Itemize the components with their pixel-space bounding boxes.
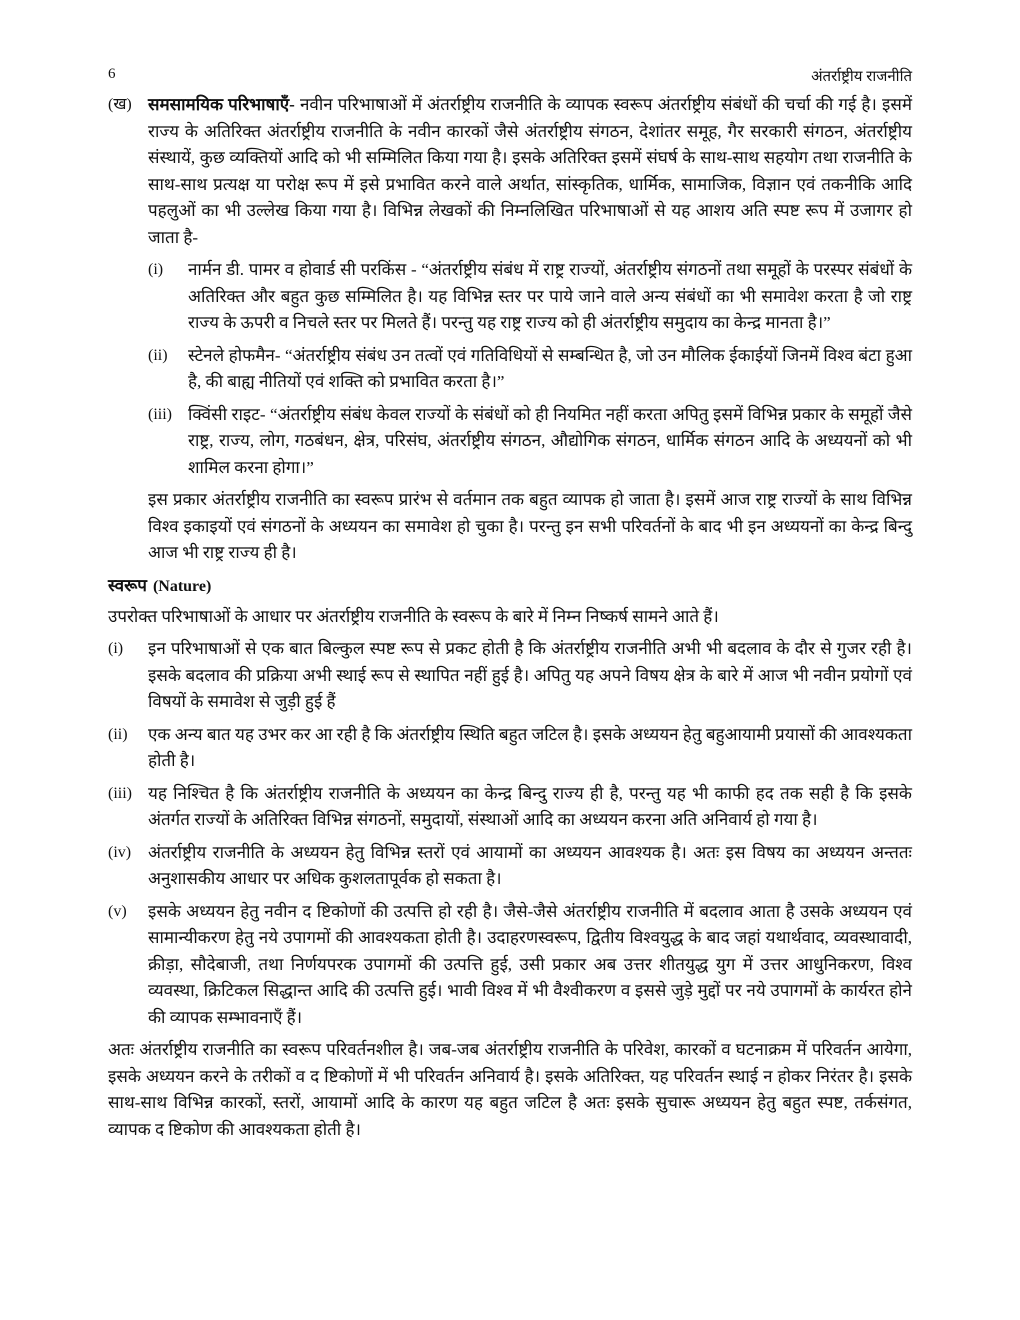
list-number: (ii)	[108, 725, 128, 743]
list-text: नार्मन डी. पामर व होवार्ड सी परकिंस - “अंतर्राष्ट्रीय संबंध में राष्ट्र राज्यों, अंतर्राष्ट्रीय संगठनों तथा समूहों के परस्पर संबंधों के अतिरिक्त और बहुत कुछ सम्मिलित है। यह विभिन्न स्तर पर पाये जाने वाले अन्य संबंधों का भी समावेश करता है जो राष्ट्र राज्य के ऊपरी व निचले स्तर पर मिलते हैं। परन्तु यह राष्ट्र राज्य को ही अंतर्राष्ट्रीय समुदाय का केन्द्र मानता है।”	[188, 260, 912, 332]
list-number: (ii)	[148, 346, 168, 364]
running-title: अंतर्राष्ट्रीय राजनीति	[811, 69, 912, 85]
section-text: नवीन परिभाषाओं में अंतर्राष्ट्रीय राजनीति के व्यापक स्वरूप अंतर्राष्ट्रीय संबंधों की चर्चा की गई है। इसमें राज्य के अतिरिक्त अंतर्राष्ट्रीय राजनीति के नवीन कारकों जैसे अंतर्राष्ट्रीय संगठन, देशांतर समूह, गैर सरकारी संगठन, अंतर्राष्ट्रीय संस्थायें, कुछ व्यक्तियों आदि को भी सम्मिलित किया गया है। इसके अतिरिक्त इसमें संघर्ष के साथ-साथ सहयोग तथा राजनीति के साथ-साथ प्रत्यक्ष या परोक्ष रूप में इसे प्रभावित करने वाले अर्थात, सांस्कृतिक, धार्मिक, सामाजिक, विज्ञान एवं तकनीकि आदि पहलुओं का भी उल्लेख किया गया है। विभिन्न लेखकों की निम्नलिखित परिभाषाओं से यह आशय अति स्पष्ट रूप में उजागर हो जाता है-	[148, 95, 912, 247]
list-item	[148, 402, 912, 482]
nature-conclusion: अतः अंतर्राष्ट्रीय राजनीति का स्वरूप परिवर्तनशील है। जब-जब अंतर्राष्ट्रीय राजनीति के परिवेश, कारकों व घटनाक्रम में परिवर्तन आयेगा, इसके अध्ययन करने के तरीकों व द ष्टिकोणों में भी परिवर्तन अनिवार्य है। इसके अतिरिक्त, यह परिवर्तन स्थाई न होकर निरंतर है। इसके साथ-साथ विभिन्न कारकों, स्तरों, आयामों आदि के कारण यह बहुत जटिल है अतः इसके सुचारू अध्ययन हेतु बहुत स्पष्ट, तर्कसंगत, व्यापक द ष्टिकोण की आवश्यकता होती है।	[108, 1040, 912, 1139]
list-item	[108, 722, 912, 775]
list-number: (i)	[148, 261, 164, 278]
list-number: (v)	[108, 902, 127, 920]
list-item	[108, 840, 912, 893]
list-number: (iii)	[148, 405, 172, 423]
list-text: अंतर्राष्ट्रीय राजनीति के अध्ययन हेतु विभिन्न स्तरों एवं आयामों का अध्ययन आवश्यक है। अतः इस विषय का अध्ययन अन्ततः अनुशासकीय आधार पर अधिक कुशलतापूर्वक हो सकता है।	[148, 842, 912, 888]
section-title: समसामयिक परिभाषाएँ-	[148, 95, 295, 114]
nature-heading-hindi: स्वरूप	[108, 575, 147, 595]
list-item	[108, 636, 912, 716]
document-page	[108, 66, 912, 1149]
list-item	[148, 343, 912, 396]
list-text: एक अन्य बात यह उभर कर आ रही है कि अंतर्राष्ट्रीय स्थिति बहुत जटिल है। इसके अध्ययन हेतु बहुआयामी प्रयासों की आवश्यकता होती है।	[148, 724, 912, 770]
list-text: इसके अध्ययन हेतु नवीन द ष्टिकोणों की उत्पत्ति हो रही है। जैसे-जैसे अंतर्राष्ट्रीय राजनीति में बदलाव आता है उसके अध्ययन एवं सामान्यीकरण हेतु नये उपागमों की आवश्यकता होती है। उदाहरणस्वरूप, द्वितीय विश्वयुद्ध के बाद जहां यथार्थवाद, व्यवस्थावादी, क्रीड़ा, सौदेबाजी, तथा निर्णयपरक उपागमों की उत्पत्ति हुई, उसी प्रकार अब उत्तर शीतयुद्ध युग में उत्तर आधुनिकरण, विश्व व्यवस्था, क्रिटिकल सिद्धान्त आदि की उत्पत्ति हुई। भावी विश्व में भी वैश्वीकरण व इससे जुड़े मुद्दों पर नये उपागमों के कार्यरत होने की व्यापक सम्भावनाएँ हैं।	[148, 901, 912, 1027]
list-number: (iii)	[108, 784, 132, 802]
list-text: यह निश्चित है कि अंतर्राष्ट्रीय राजनीति के अध्ययन का केन्द्र बिन्दु राज्य ही है, परन्तु यह भी काफी हद तक सही है कि इसके अंतर्गत राज्यों के अतिरिक्त विभिन्न संगठनों, समुदायों, संस्थाओं आदि का अध्ययन करना अति अनिवार्य हो गया है।	[148, 783, 912, 829]
list-item	[108, 781, 912, 834]
list-number: (iv)	[108, 843, 132, 861]
list-text: क्विंसी राइट- “अंतर्राष्ट्रीय संबंध केवल राज्यों के संबंधों को ही नियमित नहीं करता अपितु इसमें विभिन्न प्रकार के समूहों जैसे राष्ट्र, राज्य, लोग, गठबंधन, क्षेत्र, परिसंघ, अंतर्राष्ट्रीय संगठन, औद्योगिक संगठन, धार्मिक संगठन आदि के अध्ययनों को भी शामिल करना होगा।”	[188, 404, 912, 477]
nature-heading	[108, 573, 912, 600]
section-marker: (ख)	[108, 96, 132, 113]
list-item	[148, 257, 912, 337]
page-number: 6	[108, 66, 116, 82]
list-text: इन परिभाषाओं से एक बात बिल्कुल स्पष्ट रूप से प्रकट होती है कि अंतर्राष्ट्रीय राजनीति अभी भी बदलाव के दौर से गुजर रही है। इसके बदलाव की प्रक्रिया अभी स्थाई रूप से स्थापित नहीं हुई है। अपितु यह अपने विषय क्षेत्र के बारे में आज भी नवीन प्रयोगों एवं विषयों के समावेश से जुड़ी हुई हैं	[148, 639, 912, 711]
nature-intro: उपरोक्त परिभाषाओं के आधार पर अंतर्राष्ट्रीय राजनीति के स्वरूप के बारे में निम्न निष्कर्ष सामने आते हैं।	[108, 606, 719, 626]
nature-heading-english: (Nature)	[152, 577, 212, 595]
section-kha-paragraph	[148, 92, 912, 251]
nature-points-list	[108, 636, 912, 1031]
page-header	[108, 66, 912, 92]
list-number: (i)	[108, 640, 124, 657]
list-item	[108, 899, 912, 1032]
section-kha-conclusion: इस प्रकार अंतर्राष्ट्रीय राजनीति का स्वरूप प्रारंभ से वर्तमान तक बहुत व्यापक हो जाता है। इसमें आज राष्ट्र राज्यों के साथ विभिन्न विश्व इकाइयों एवं संगठनों के अध्ययन का समावेश हो चुका है। परन्तु इन सभी परिवर्तनों के बाद भी इन अध्ययनों का केन्द्र बिन्दु आज भी राष्ट्र राज्य ही है।	[148, 490, 912, 562]
definitions-list	[148, 257, 912, 481]
list-text: स्टेनले होफमैन- “अंतर्राष्ट्रीय संबंध उन तत्वों एवं गतिविधियों से सम्बन्धित है, जो उन मौलिक ईकाईयों जिनमें विश्व बंटा हुआ है, की बाह्य नीतियों एवं शक्ति को प्रभावित करता है।”	[188, 345, 913, 391]
section-kha	[108, 92, 912, 251]
